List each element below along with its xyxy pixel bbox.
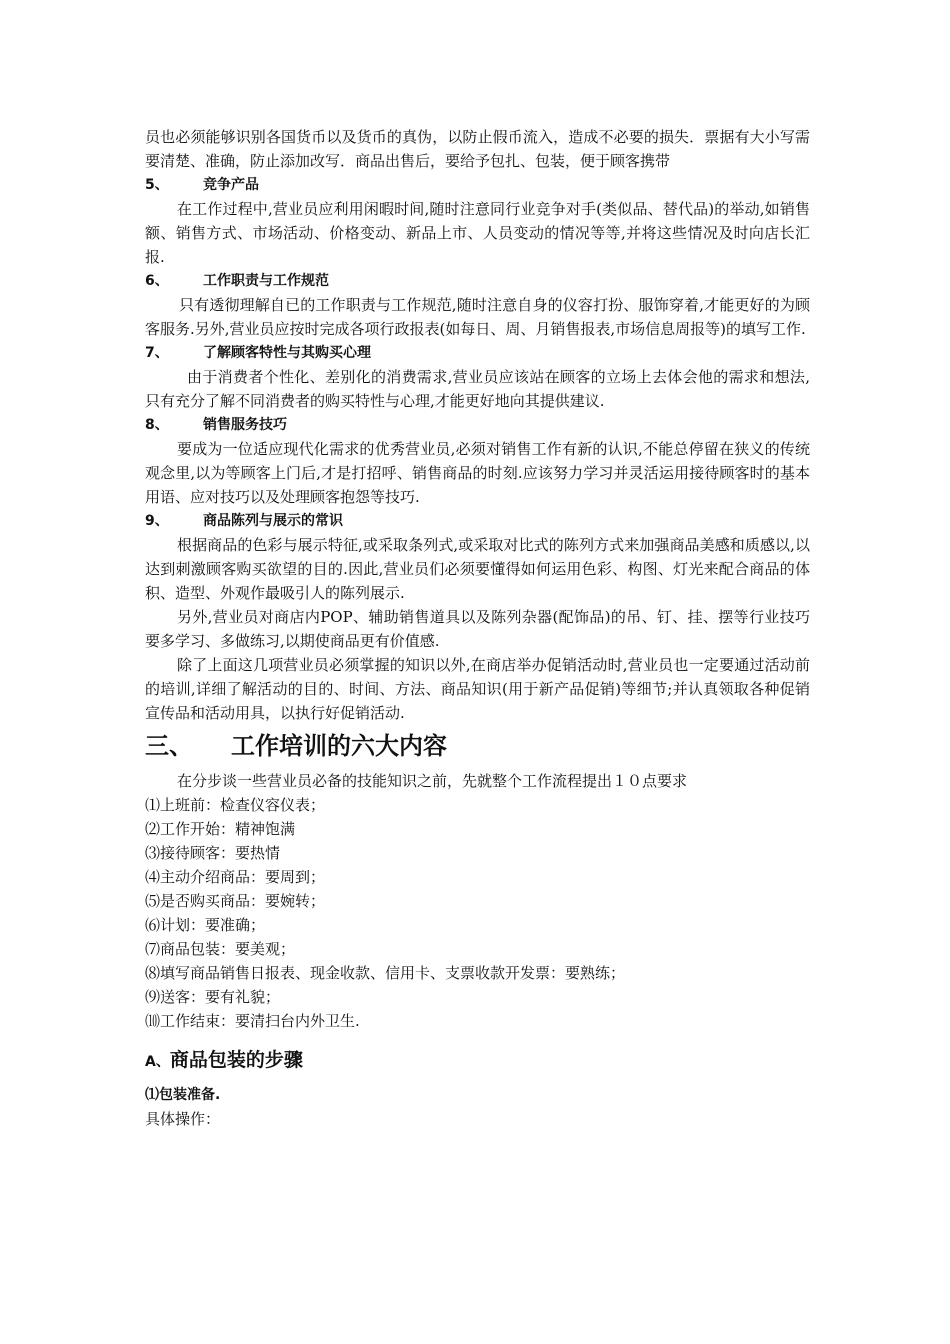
section-heading: 6、 工作职责与工作规范 — [145, 273, 329, 289]
section-body: 根据商品的色彩与展示特征,或采取条列式,或采取对比式的陈列方式来加强商品美感和质感以,以达到刺激顾客购买欲望的目的.因此,营业员们必须要懂得如何运用色彩、构图、灯光来配合商品的体积、造型、外观作最吸引人的陈列展示. — [145, 536, 810, 602]
list-item: ⑸是否购买商品：要婉转； — [145, 892, 326, 910]
section-heading: 9、 商品陈列与展示的常识 — [145, 513, 343, 529]
list-item: ⑵工作开始：精神饱满 — [145, 820, 296, 838]
paragraph-other: 另外,营业员对商店内POP、辅助销售道具以及陈列杂器(配饰品)的吊、钉、挂、摆等行业技巧要多学习、多做练习,以期使商品更有价值感. — [145, 608, 810, 650]
list-item: ⑷主动介绍商品：要周到； — [145, 868, 326, 886]
list-item: ⑴上班前：检查仪容仪表； — [145, 796, 326, 814]
section-8 — [145, 413, 810, 509]
section-6 — [145, 269, 810, 341]
list-item: ⑺商品包装：要美观； — [145, 940, 296, 958]
subsection-heading: A、商品包装的步骤 — [145, 1049, 303, 1071]
section-body: 只有透彻理解自已的工作职责与工作规范,随时注意自身的仪容打扮、服饰穿着,才能更好的为顾客服务.另外,营业员应按时完成各项行政报表(如每日、周、月销售报表,市场信息周报等)的填写工作. — [145, 296, 810, 338]
section-5 — [145, 173, 810, 269]
step-detail: 具体操作： — [145, 1110, 221, 1128]
list-item: ⑽工作结束：要清扫台内外卫生. — [145, 1012, 360, 1030]
list-item: ⑶接待顾客：要热情 — [145, 844, 281, 862]
section-heading: 8、 销售服务技巧 — [145, 417, 287, 433]
chapter-intro: 在分步谈一些营业员必备的技能知识之前，先就整个工作流程提出１０点要求 — [177, 772, 688, 790]
paragraph-promo: 除了上面这几项营业员必须掌握的知识以外,在商店举办促销活动时,营业员也一定要通过活动前的培训,详细了解活动的目的、时间、方法、商品知识(用于新产品促销)等细节;并认真领取各种促销宣传品和活动用具，以执行好促销活动. — [145, 656, 810, 722]
section-7 — [145, 341, 810, 413]
section-heading: 5、 竞争产品 — [145, 177, 259, 193]
section-body: 由于消费者个性化、差别化的消费需求,营业员应该站在顾客的立场上去体会他的需求和想法,只有充分了解不同消费者的购买特性与心理,才能更好地向其提供建议. — [145, 368, 810, 410]
requirements-list — [145, 793, 810, 1033]
list-item: ⑹计划：要准确； — [145, 916, 266, 934]
section-9 — [145, 509, 810, 605]
step-heading: ⑴包装准备. — [145, 1087, 221, 1103]
intro-paragraph: 员也必须能够识别各国货币以及货币的真伪，以防止假币流入，造成不必要的损失．票据有大小写需要清楚、准确，防止添加改写．商品出售后，要给予包扎、包装，便于顾客携带 — [145, 128, 810, 170]
list-item: ⑻填写商品销售日报表、现金收款、信用卡、支票收款开发票：要熟练； — [145, 964, 626, 982]
document-page — [145, 125, 810, 1131]
list-item: ⑼送客：要有礼貌； — [145, 988, 281, 1006]
chapter-heading: 三、 工作培训的六大内容 — [145, 732, 447, 760]
section-body: 在工作过程中,营业员应利用闲暇时间,随时注意同行业竞争对手(类似品、替代品)的举动,如销售额、销售方式、市场活动、价格变动、新品上市、人员变动的情况等等,并将这些情况及时向店长汇报. — [145, 200, 810, 266]
section-heading: 7、 了解顾客特性与其购买心理 — [145, 345, 371, 361]
section-body: 要成为一位适应现代化需求的优秀营业员,必须对销售工作有新的认识,不能总停留在狭义的传统观念里,以为等顾客上门后,才是打招呼、销售商品的时刻.应该努力学习并灵活运用接待顾客时的基本用语、应对技巧以及处理顾客抱怨等技巧. — [145, 440, 810, 506]
